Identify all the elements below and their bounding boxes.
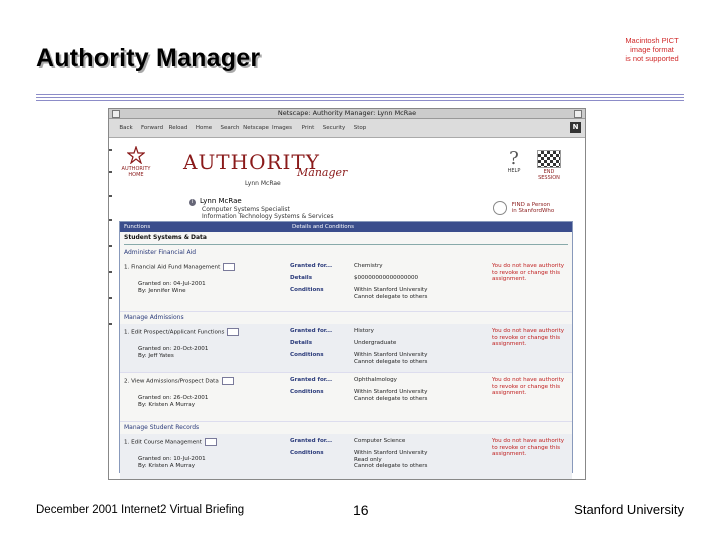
authorization-row: 1. Edit Prospect/Applicant Functions Granted on: 20-Oct-2001 By: Jeff Yates Granted for... Details Conditions History Undergraduate Within Stanford University Cannot delegate to others You do not have authority to revoke or change this assignment. (120, 324, 572, 373)
authorizations-panel (119, 221, 573, 473)
system-name: Student Systems & Data (124, 234, 207, 241)
star-icon (127, 146, 145, 164)
find-person-link[interactable]: FIND a Person in StanfordWho (493, 201, 554, 215)
authority-logo: AUTHORITY (183, 150, 320, 174)
revoke-notice: You do not have authority to revoke or change this assignment. (492, 438, 565, 457)
edit-icon[interactable] (227, 328, 239, 336)
images-button[interactable]: Images (271, 125, 293, 131)
page-number: 16 (353, 502, 369, 518)
pict-unsupported-note: Macintosh PICT image format is not supported (625, 36, 679, 63)
footer-organization: Stanford University (574, 502, 684, 517)
category-heading: Administer Financial Aid (124, 249, 197, 256)
title-rule (36, 100, 684, 101)
authority-home-link[interactable]: AUTHORITY HOME (119, 146, 153, 178)
divider (124, 244, 568, 245)
help-link[interactable]: ? HELP (503, 150, 525, 174)
authorization-row: 1. Financial Aid Fund Management Granted on: 04-Jul-2001 By: Jennifer Wine Granted for... Details Conditions Chemistry $00000000000000000 Within Stanford University Cannot delegate to others You do not have authority to revoke or change this assignment. (120, 259, 572, 312)
edit-icon[interactable] (223, 263, 235, 271)
edit-icon[interactable] (222, 377, 234, 385)
info-icon[interactable]: i (189, 199, 196, 206)
revoke-notice: You do not have authority to revoke or change this assignment. (492, 377, 565, 396)
end-session-link[interactable]: END SESSION (529, 150, 569, 181)
authorization-row: 1. Edit Course Management Granted on: 10-Jul-2001 By: Kristen A Murray Granted for... Conditions Computer Science Within Stanford University Read only Cannot delegate to others You do not have authority to revoke or change this assignment. (120, 434, 572, 480)
panel-header: Functions Details and Conditions (120, 222, 572, 232)
browser-toolbar (109, 119, 585, 138)
question-mark-icon: ? (509, 148, 519, 169)
security-button[interactable]: Security (322, 125, 346, 131)
person-search-icon (493, 201, 507, 215)
zoom-box-icon[interactable] (574, 110, 582, 118)
edit-icon[interactable] (205, 438, 217, 446)
title-rule (36, 94, 684, 95)
browser-window (108, 108, 586, 480)
window-titlebar[interactable]: Netscape: Authority Manager: Lynn McRae (109, 109, 585, 119)
title-rule (36, 97, 684, 98)
category-heading: Manage Admissions (124, 314, 184, 321)
reload-button[interactable]: Reload (168, 125, 188, 131)
manager-logo-text: Manager (297, 166, 348, 179)
back-button[interactable]: Back (119, 125, 133, 131)
print-button[interactable]: Print (301, 125, 315, 131)
checkered-flag-icon (537, 150, 561, 168)
footer-event: December 2001 Internet2 Virtual Briefing (36, 504, 245, 516)
stop-button[interactable]: Stop (353, 125, 367, 131)
home-button[interactable]: Home (195, 125, 213, 131)
revoke-notice: You do not have authority to revoke or change this assignment. (492, 328, 565, 347)
forward-button[interactable]: Forward (140, 125, 164, 131)
user-info: i Lynn McRae Computer Systems Specialist Information Technology Systems & Services (189, 198, 333, 220)
close-box-icon[interactable] (112, 110, 120, 118)
category-heading: Manage Student Records (124, 424, 200, 431)
logo-user-name: Lynn McRae (245, 180, 281, 187)
netscape-logo-icon: N (570, 122, 581, 133)
netscape-button[interactable]: Netscape (243, 125, 269, 131)
search-button[interactable]: Search (220, 125, 240, 131)
revoke-notice: You do not have authority to revoke or change this assignment. (492, 263, 565, 282)
authorization-row: 2. View Admissions/Prospect Data Granted on: 26-Oct-2001 By: Kristen A Murray Granted for... Conditions Ophthalmology Within Stanford University Cannot delegate to others You do not have authority to revoke or change this assignment. (120, 373, 572, 422)
slide-title: Authority Manager (36, 44, 261, 72)
